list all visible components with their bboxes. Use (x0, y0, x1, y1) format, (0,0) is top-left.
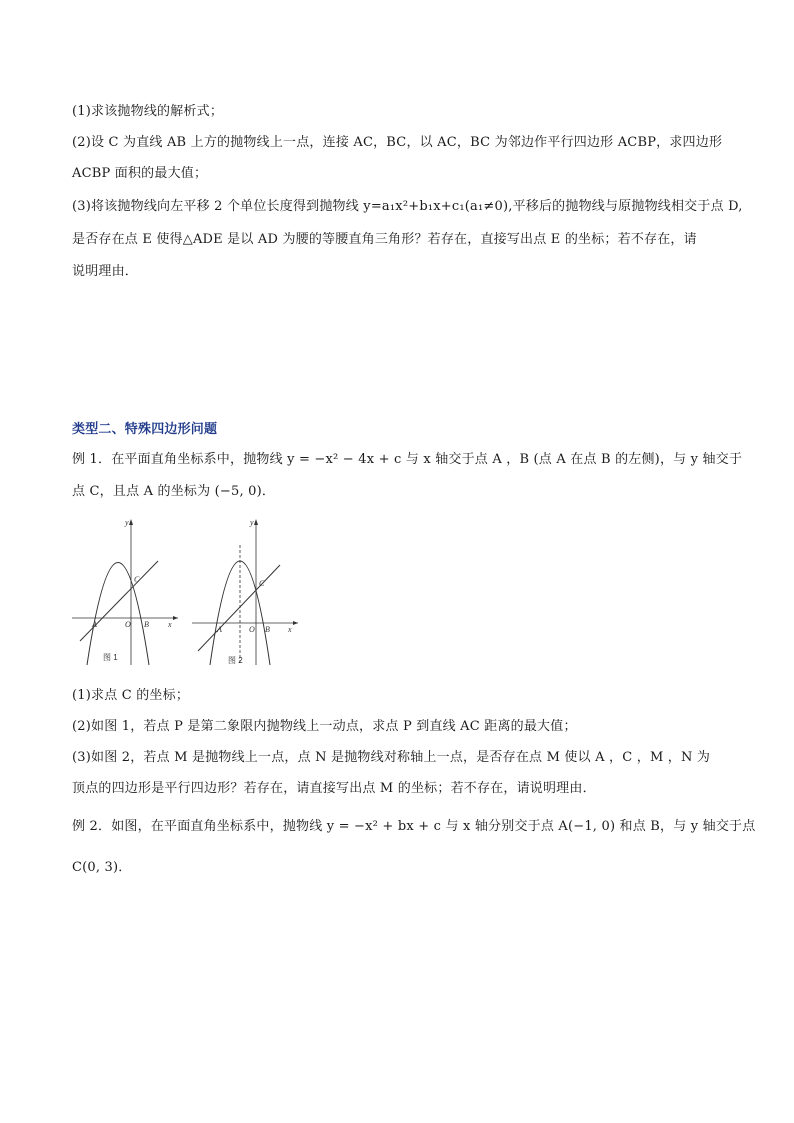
part-one-q1: (1)求该抛物线的解析式； (72, 104, 224, 119)
fig1-caption: 图 1 (103, 653, 118, 662)
fig2-caption: 图 2 (228, 656, 243, 665)
part-one-q3-line3: 说明理由． (72, 264, 139, 279)
example1-line2: 点 C，且点 A 的坐标为 (−5, 0)． (72, 484, 276, 499)
fig2-o-label: O (249, 625, 255, 634)
section-two-title: 类型二、特殊四边形问题 (72, 421, 218, 436)
figure-2-graph (190, 515, 302, 667)
example2-line1: 例 2．如图，在平面直角坐标系中，抛物线 y = −x² + bx + c 与 x 轴分别交于点 A(−1, 0) 和点 B，与 y 轴交于点 (72, 819, 756, 834)
example1-q1: (1)求点 C 的坐标； (72, 688, 190, 703)
fig2-b-label: B (265, 625, 270, 634)
figure-2 (190, 515, 302, 667)
fig2-x-label: x (288, 625, 292, 634)
fig1-c-label: C (134, 575, 140, 584)
part-one-q2-line1: (2)设 C 为直线 AB 上方的抛物线上一点，连接 AC，BC，以 AC，BC 为邻边作平行四边形 ACBP，求四边形 (72, 135, 723, 150)
fig1-y-label: y (125, 518, 129, 527)
example2-line2: C(0, 3)． (72, 860, 132, 875)
part-one-q3-line2: 是否存在点 E 使得△ADE 是以 AD 为腰的等腰直角三角形？若存在，直接写出点 E 的坐标；若不存在，请 (72, 232, 697, 247)
example1-q2: (2)如图 1，若点 P 是第二象限内抛物线上一动点，求点 P 到直线 AC 距离的最大值； (72, 719, 577, 734)
fig1-a-label: A (92, 620, 97, 629)
example1-q3-line2: 顶点的四边形是平行四边形？若存在，请直接写出点 M 的坐标；若不存在，请说明理由． (72, 781, 596, 796)
fig2-c-label: C (259, 579, 265, 588)
example1-line1: 例 1．在平面直角坐标系中，抛物线 y = −x² − 4x + c 与 x 轴交于点 A ，B (点 A 在点 B 的左侧)，与 y 轴交于 (72, 452, 743, 467)
fig1-o-label: O (125, 620, 131, 629)
example1-q3-line1: (3)如图 2，若点 M 是抛物线上一点，点 N 是抛物线对称轴上一点，是否存在点 M 使以 A ，C ，M ，N 为 (72, 750, 711, 765)
figure-1-graph (70, 515, 182, 667)
figure-1 (70, 515, 182, 667)
part-one-q3-line1: (3)将该抛物线向左平移 2 个单位长度得到抛物线 y=a₁x²+b₁x+c₁(a₁≠0),平移后的抛物线与原抛物线相交于点 D, (72, 199, 743, 214)
fig2-y-label: y (250, 518, 254, 527)
fig1-x-label: x (168, 620, 172, 629)
part-one-q2-line2: ACBP 面积的最大值； (72, 166, 208, 181)
fig1-b-label: B (144, 620, 149, 629)
fig2-a-label: A (217, 625, 222, 634)
